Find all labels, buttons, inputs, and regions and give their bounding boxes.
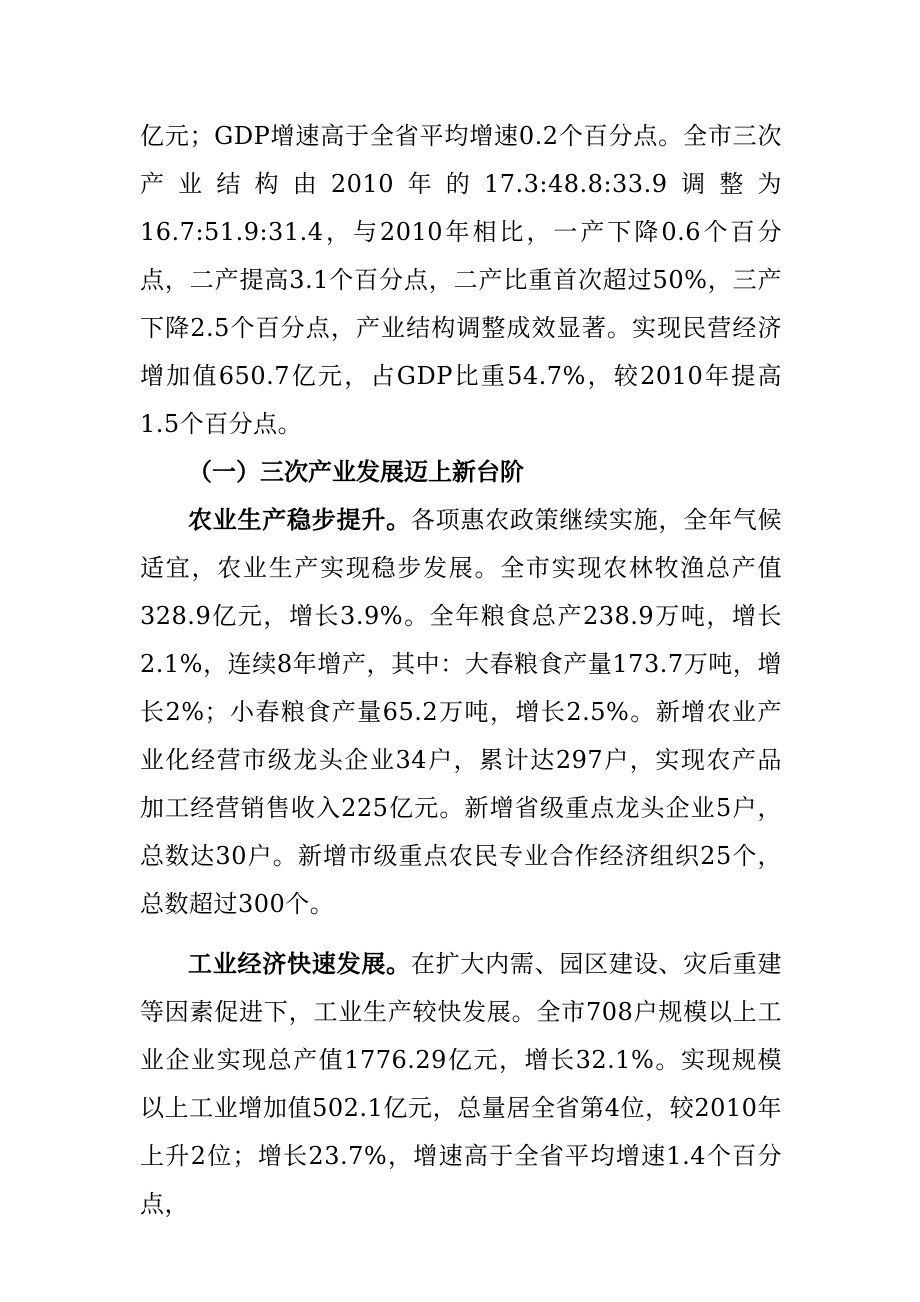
paragraph-structure-summary: 亿元；GDP增速高于全省平均增速0.2个百分点。全市三次产业结构由2010年的17.3:48.8:33.9调整为16.7:51.9:31.4，与2010年相比，一产下降0.6个百分点，二产提高3.1个百分点，二产比重首次超过50%，三产下降2.5个百分点，产业结构调整成效显著。实现民营经济增加值650.7亿元，占GDP比重54.7%，较2010年提高1.5个百分点。 [140, 122, 782, 438]
document-page [140, 112, 782, 1228]
paragraph-industry [140, 940, 782, 1228]
paragraph-agriculture-lead: 农业生产稳步提升。 [188, 505, 411, 534]
paragraph-industry-body: 在扩大内需、园区建设、灾后重建等因素促进下，工业生产较快发展。全市708户规模以上工业企业实现总产值1776.29亿元，增长32.1%。实现规模以上工业增加值502.1亿元，总量居全省第4位，较2010年上升2位；增长23.7%，增速高于全省平均增速1.4个百分点， [140, 950, 783, 1218]
paragraph-industry-lead: 工业经济快速发展。 [188, 949, 411, 978]
section-heading: （一）三次产业发展迈上新台阶 [188, 457, 524, 486]
paragraph-agriculture-body: 各项惠农政策继续实施，全年气候适宜，农业生产实现稳步发展。全市实现农林牧渔总产值328.9亿元，增长3.9%。全年粮食总产238.9万吨，增长2.1%，连续8年增产，其中：大春粮食产量173.7万吨，增长2%；小春粮食产量65.2万吨，增长2.5%。新增农业产业化经营市级龙头企业34户，累计达297户，实现农产品加工经营销售收入225亿元。新增省级重点龙头企业5户，总数达30户。新增市级重点农民专业合作经济组织25个，总数超过300个。 [140, 506, 783, 918]
paragraph-agriculture [140, 496, 782, 928]
